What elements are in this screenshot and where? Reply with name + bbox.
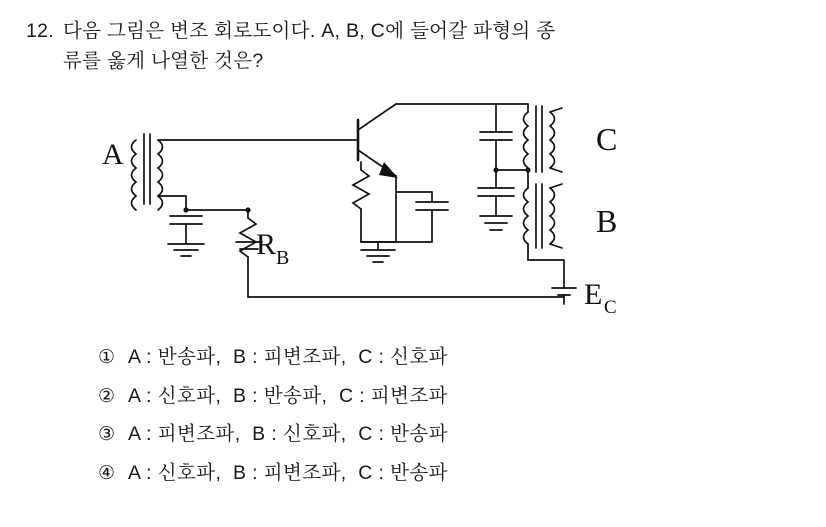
question-number: 12. [26,20,55,42]
choice-text-2: A : 신호파, B : 반송파, C : 피변조파 [128,384,448,407]
transformer-c-secondary [550,112,555,168]
choice-text-4: A : 신호파, B : 피변조파, C : 반송파 [128,461,448,484]
label-ec: E [584,278,603,312]
choice-option-3[interactable] [98,425,800,445]
transformer-a-primary [132,140,137,210]
choice-marker-4: ④ [98,462,116,484]
transformer-c-primary [524,112,529,168]
junction-dot-3 [493,168,498,173]
transformer-c-sec-lead-top [550,108,562,112]
question-line-1: 다음 그림은 변조 회로도이다. A, B, C에 들어갈 파형의 종 [63,20,556,42]
label-b: B [596,203,618,240]
choice-option-4[interactable] [98,461,800,484]
label-rb-sub: B [276,247,290,270]
circuit-diagram [96,92,696,342]
choice-option-1[interactable] [98,348,800,368]
question-text [63,16,763,76]
transformer-b-sec-lead-bottom [550,244,562,248]
junction-dot-4 [525,168,530,173]
junction-dot-1 [183,208,188,213]
transformer-b-primary [524,188,529,244]
label-rb: R [256,228,277,262]
choice-marker-3: ③ [98,424,116,446]
transistor-emitter-arrow [379,162,398,178]
transformer-b-secondary [550,188,555,244]
resistor-rb [240,218,256,257]
question-block [26,16,800,76]
transformer-b-sec-lead-top [550,184,562,188]
choice-marker-1: ① [98,347,116,369]
label-c: C [596,121,618,158]
label-ec-sub: C [604,297,617,319]
answer-choices [98,348,800,483]
transformer-c-sec-lead-bottom [550,168,562,172]
circuit-diagram-svg [96,92,696,342]
transistor-collector-lead [358,104,396,130]
choice-option-2[interactable] [98,384,800,407]
transformer-a-secondary [158,140,163,210]
label-a: A [102,138,124,172]
question-line-2: 류를 옳게 나열한 것은? [63,50,264,73]
resistor-emitter [353,170,369,209]
choice-text-3: A : 피변조파, B : 신호파, C : 반송파 [128,423,448,446]
choice-text-1: A : 반송파, B : 피변조파, C : 신호파 [128,346,448,369]
choice-marker-2: ② [98,385,116,407]
junction-dot-2 [245,208,250,213]
